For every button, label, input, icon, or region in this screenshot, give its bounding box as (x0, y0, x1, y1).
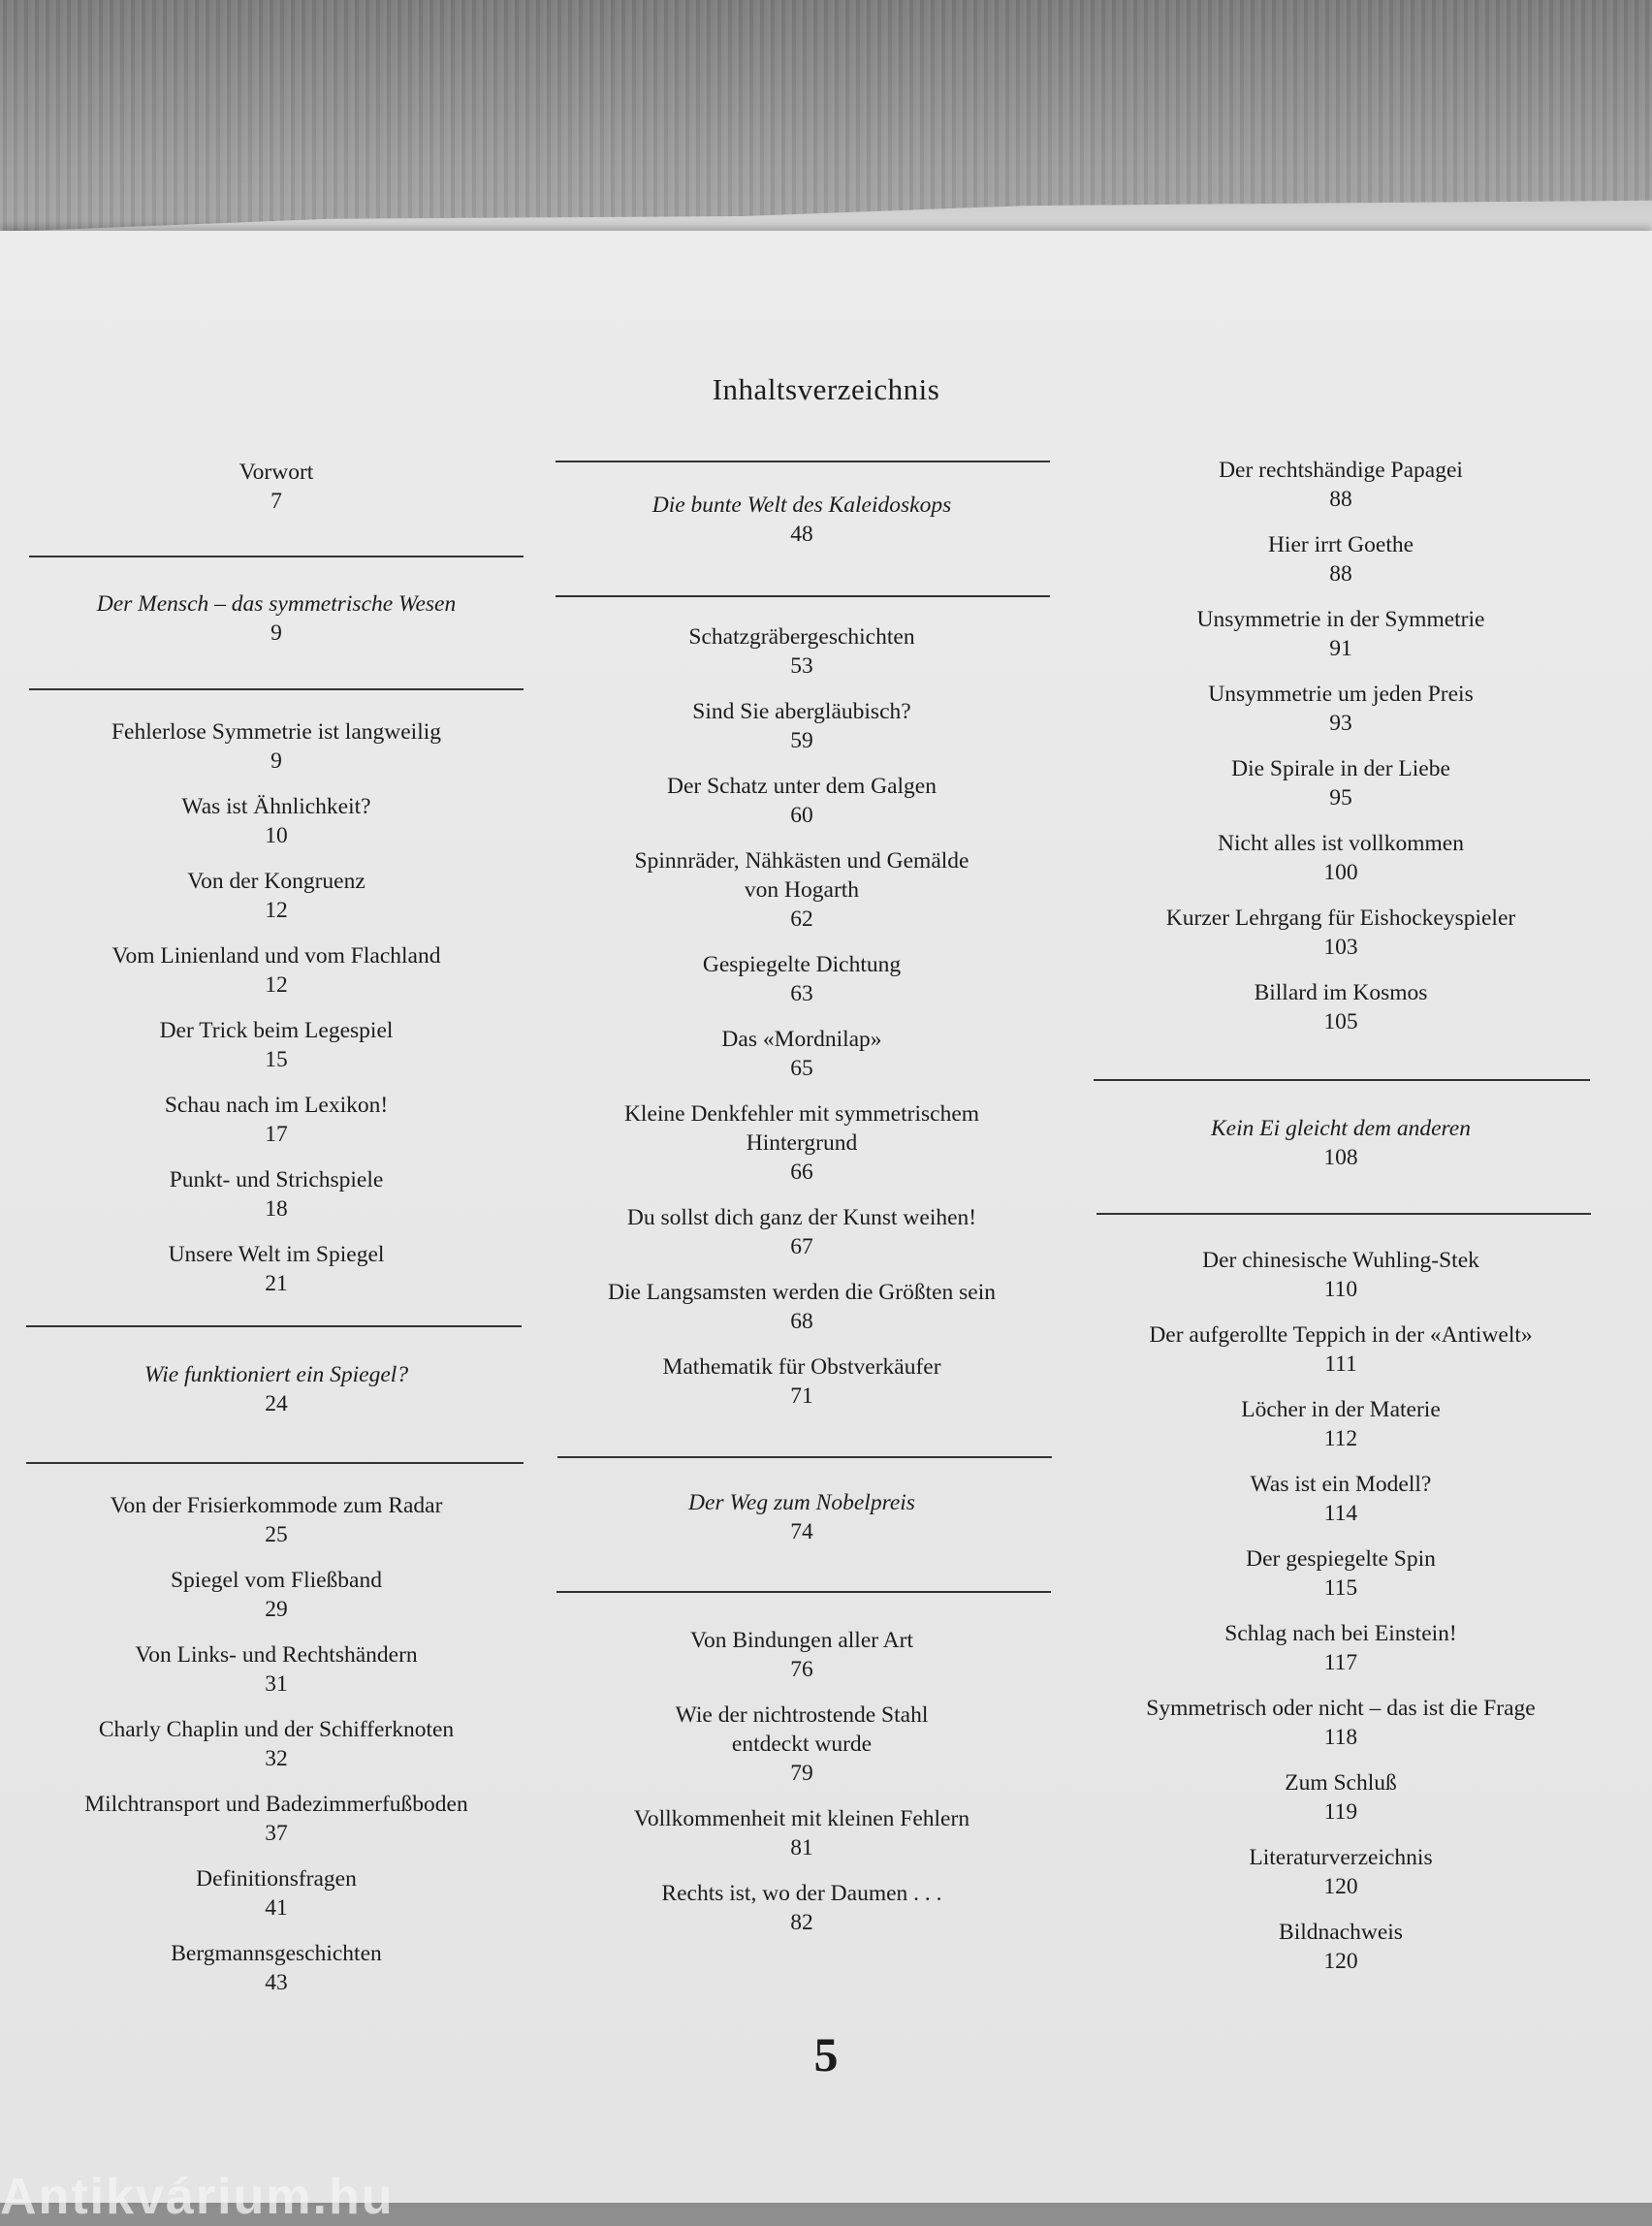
toc-entry (29, 867, 524, 925)
entry-title: Symmetrisch oder nicht – das ist die Frage (1146, 1696, 1536, 1721)
entry-title: Vom Linienland und vom Flachland (111, 943, 441, 969)
entry-page-number: 37 (265, 1821, 288, 1846)
toc-entry (29, 1566, 524, 1624)
toc-entry (1094, 754, 1588, 812)
toc-chapter-entry (29, 1360, 524, 1418)
page-title: Inhaltsverzeichnis (712, 372, 940, 406)
toc-entry (29, 1864, 524, 1923)
entry-page-number: 21 (265, 1271, 288, 1296)
entry-title: Die bunte Welt des Kaleidoskops (651, 493, 952, 518)
entry-page-number: 108 (1323, 1145, 1358, 1170)
entry-page-number: 120 (1323, 1949, 1358, 1974)
entry-title: Fehlerlose Symmetrie ist langweilig (111, 719, 442, 745)
entry-title: Der Mensch – das symmetrische Wesen (96, 591, 457, 617)
entry-title: Milchtransport und Badezimmerfußboden (84, 1792, 468, 1817)
entry-page-number: 32 (265, 1746, 288, 1771)
entry-title: Vollkommenheit mit kleinen Fehlern (633, 1806, 970, 1831)
entry-title: Unsymmetrie in der Symmetrie (1196, 607, 1485, 632)
toc-entry (1094, 904, 1588, 962)
entry-page-number: 110 (1323, 1277, 1358, 1302)
toc-entry (555, 1278, 1049, 1336)
toc-entry (1094, 1544, 1588, 1603)
entry-title: Spiegel vom Fließband (170, 1568, 382, 1593)
toc-entry (29, 1016, 524, 1074)
toc-entry (1094, 1843, 1588, 1901)
toc-entry (29, 1640, 524, 1699)
entry-page-number: 29 (265, 1597, 288, 1622)
entry-title: Kein Ei gleicht dem anderen (1210, 1116, 1471, 1141)
entry-page-number: 9 (270, 620, 282, 646)
entry-title: Literaturverzeichnis (1249, 1845, 1433, 1870)
entry-title: Was ist Ähnlichkeit? (181, 794, 371, 819)
toc-entry (29, 1491, 524, 1549)
entry-title: Von der Kongruenz (187, 869, 365, 894)
entry-title: Definitionsfragen (196, 1866, 357, 1892)
toc-section (555, 1488, 1049, 1563)
entry-page-number: 71 (790, 1383, 813, 1409)
toc-entry (1094, 456, 1588, 514)
entry-page-number: 117 (1323, 1650, 1358, 1675)
entry-page-number: 105 (1323, 1009, 1358, 1034)
toc-entry (1094, 530, 1588, 588)
entry-page-number: 9 (270, 748, 282, 774)
entry-page-number: 118 (1323, 1725, 1358, 1750)
entry-page-number: 59 (790, 728, 813, 753)
toc-entry (555, 1099, 1049, 1187)
toc-entry (1094, 680, 1588, 738)
watermark: Antikvárium.hu (0, 2169, 395, 2225)
section-divider (29, 556, 524, 557)
toc-entry (1094, 1768, 1588, 1827)
entry-page-number: 65 (790, 1056, 813, 1081)
entry-page-number: 15 (265, 1047, 288, 1072)
entry-title: Von der Frisierkommode zum Radar (110, 1493, 443, 1518)
section-divider (26, 1462, 524, 1464)
section-divider (556, 1591, 1051, 1593)
entry-page-number: 12 (265, 972, 288, 998)
section-divider (29, 688, 524, 690)
entry-page-number: 43 (265, 1970, 288, 1995)
entry-title: Der Weg zum Nobelpreis (688, 1490, 915, 1515)
toc-section (29, 1491, 524, 2014)
entry-page-number: 91 (1329, 636, 1352, 661)
entry-page-number: 24 (265, 1391, 288, 1416)
entry-title: Rechts ist, wo der Daumen . . . (661, 1881, 942, 1906)
toc-entry (29, 1715, 524, 1773)
toc-entry (29, 1790, 524, 1848)
entry-title: Kleine Denkfehler mit symmetrischem (623, 1101, 980, 1127)
entry-page-number: 111 (1324, 1352, 1357, 1377)
entry-title: Der rechtshändige Papagei (1219, 458, 1463, 483)
entry-page-number: 67 (790, 1234, 813, 1259)
toc-section (29, 1360, 524, 1435)
entry-page-number: 7 (270, 489, 282, 514)
entry-title: Die Spirale in der Liebe (1231, 756, 1450, 781)
toc-entry (555, 1804, 1049, 1862)
entry-page-number: 60 (790, 803, 813, 828)
entry-page-number: 31 (265, 1671, 288, 1697)
toc-entry (1094, 1246, 1588, 1304)
entry-page-number: 120 (1323, 1874, 1358, 1899)
toc-entry (1094, 1918, 1588, 1976)
toc-entry (555, 1025, 1049, 1083)
entry-title: Unsere Welt im Spiegel (168, 1242, 385, 1267)
section-divider (1096, 1213, 1591, 1215)
toc-entry (1094, 829, 1588, 887)
entry-page-number: 53 (790, 653, 813, 679)
entry-title: Gespiegelte Dichtung (702, 952, 902, 977)
toc-entry (29, 1165, 524, 1224)
entry-title: Hier irrt Goethe (1267, 532, 1414, 557)
toc-section (1094, 1114, 1588, 1189)
entry-page-number: 88 (1329, 561, 1352, 587)
toc-section (29, 717, 524, 1315)
entry-title: Nicht alles ist vollkommen (1218, 831, 1464, 856)
entry-title: Wie der nichtrostende Stahl (675, 1702, 929, 1728)
entry-title: Spinnräder, Nähkästen und Gemälde (634, 848, 969, 874)
entry-title: Der Schatz unter dem Galgen (667, 774, 937, 799)
entry-title: Bergmannsgeschichten (171, 1941, 382, 1966)
entry-page-number: 10 (265, 823, 288, 848)
toc-entry (29, 941, 524, 1000)
entry-page-number: 93 (1329, 711, 1352, 736)
toc-section (29, 589, 524, 664)
entry-page-number: 76 (790, 1657, 813, 1682)
entry-title: Schatzgräbergeschichten (688, 624, 915, 650)
entry-title: Schau nach im Lexikon! (164, 1093, 389, 1118)
toc-section (1094, 1246, 1588, 1992)
toc-entry (555, 697, 1049, 755)
entry-title: Der gespiegelte Spin (1246, 1546, 1436, 1572)
entry-page-number: 112 (1323, 1426, 1358, 1451)
toc-entry (1094, 1619, 1588, 1677)
entry-page-number: 115 (1323, 1575, 1358, 1601)
entry-page-number: 66 (790, 1160, 813, 1185)
toc-entry (29, 792, 524, 850)
entry-page-number: 114 (1323, 1501, 1358, 1526)
toc-entry (29, 1091, 524, 1149)
toc-entry (1094, 1395, 1588, 1453)
entry-title: Der Trick beim Legespiel (159, 1018, 394, 1043)
section-divider (556, 595, 1050, 597)
entry-page-number: 74 (790, 1519, 813, 1544)
entry-title: Punkt- und Strichspiele (169, 1167, 384, 1192)
entry-page-number: 100 (1323, 860, 1358, 885)
entry-title: Von Links- und Rechtshändern (135, 1642, 418, 1668)
entry-title: Das «Mordnilap» (721, 1027, 882, 1052)
entry-page-number: 103 (1323, 935, 1358, 960)
entry-title: Die Langsamsten werden die Größten sein (607, 1280, 997, 1305)
toc-entry (555, 622, 1049, 681)
entry-page-number: 79 (790, 1761, 813, 1786)
toc-chapter-entry (555, 491, 1049, 549)
toc-entry (29, 458, 524, 516)
section-divider (1094, 1079, 1590, 1081)
page-number: 5 (813, 2027, 839, 2082)
entry-title-line2: von Hogarth (744, 877, 860, 903)
toc-entry (1094, 605, 1588, 663)
entry-title: Unsymmetrie um jeden Preis (1208, 682, 1474, 707)
entry-page-number: 81 (790, 1835, 813, 1860)
toc-section (29, 458, 524, 532)
section-divider (557, 1456, 1052, 1458)
entry-page-number: 119 (1323, 1799, 1358, 1825)
toc-entry (1094, 1470, 1588, 1528)
toc-entry (555, 846, 1049, 934)
entry-title-line2: Hintergrund (746, 1130, 858, 1156)
toc-section (555, 622, 1049, 1427)
section-divider (26, 1325, 522, 1327)
entry-title: Mathematik für Obstverkäufer (662, 1354, 941, 1380)
entry-title: Zum Schluß (1285, 1770, 1397, 1796)
entry-page-number: 68 (790, 1309, 813, 1334)
entry-page-number: 95 (1329, 785, 1352, 811)
entry-page-number: 62 (790, 906, 813, 932)
entry-page-number: 63 (790, 981, 813, 1006)
toc-entry (555, 950, 1049, 1008)
entry-title: Vorwort (238, 460, 314, 485)
toc-section (1094, 456, 1588, 1053)
entry-page-number: 41 (265, 1895, 288, 1921)
entry-title: Charly Chaplin und der Schifferknoten (98, 1717, 455, 1742)
entry-title: Der chinesische Wuhling-Stek (1202, 1248, 1479, 1273)
toc-entry (555, 1352, 1049, 1411)
entry-page-number: 12 (265, 898, 288, 923)
entry-page-number: 17 (265, 1122, 288, 1147)
toc-entry (29, 1240, 524, 1298)
entry-page-number: 88 (1329, 487, 1352, 512)
toc-section (555, 1626, 1049, 1954)
toc-entry (555, 1203, 1049, 1261)
entry-title: Bildnachweis (1279, 1920, 1403, 1945)
entry-page-number: 48 (790, 522, 813, 547)
entry-title: Was ist ein Modell? (1250, 1472, 1432, 1497)
entry-title: Kurzer Lehrgang für Eishockeyspieler (1165, 906, 1516, 931)
entry-title: Wie funktioniert ein Spiegel? (143, 1362, 409, 1387)
toc-entry (1094, 1694, 1588, 1752)
toc-chapter-entry (1094, 1114, 1588, 1172)
toc-entry (555, 1701, 1049, 1788)
entry-title-line2: entdeckt wurde (731, 1732, 873, 1757)
toc-chapter-entry (555, 1488, 1049, 1546)
toc-entry (555, 1626, 1049, 1684)
entry-page-number: 18 (265, 1196, 288, 1222)
toc-entry (1094, 1320, 1588, 1379)
entry-page-number: 25 (265, 1522, 288, 1547)
entry-title: Von Bindungen aller Art (690, 1628, 913, 1653)
entry-title: Der aufgerollte Teppich in der «Antiwelt» (1149, 1322, 1533, 1348)
toc-entry (555, 772, 1049, 830)
entry-title: Schlag nach bei Einstein! (1224, 1621, 1457, 1646)
entry-title: Sind Sie abergläubisch? (692, 699, 911, 724)
toc-chapter-entry (29, 589, 524, 648)
section-divider (556, 461, 1050, 462)
entry-title: Billard im Kosmos (1254, 980, 1428, 1005)
toc-entry (1094, 978, 1588, 1036)
toc-entry (555, 1879, 1049, 1937)
toc-section (555, 491, 1049, 565)
entry-title: Du sollst dich ganz der Kunst weihen! (626, 1205, 977, 1230)
entry-page-number: 82 (790, 1910, 813, 1935)
toc-entry (29, 1939, 524, 1997)
toc-entry (29, 717, 524, 776)
entry-title: Löcher in der Materie (1241, 1397, 1441, 1422)
